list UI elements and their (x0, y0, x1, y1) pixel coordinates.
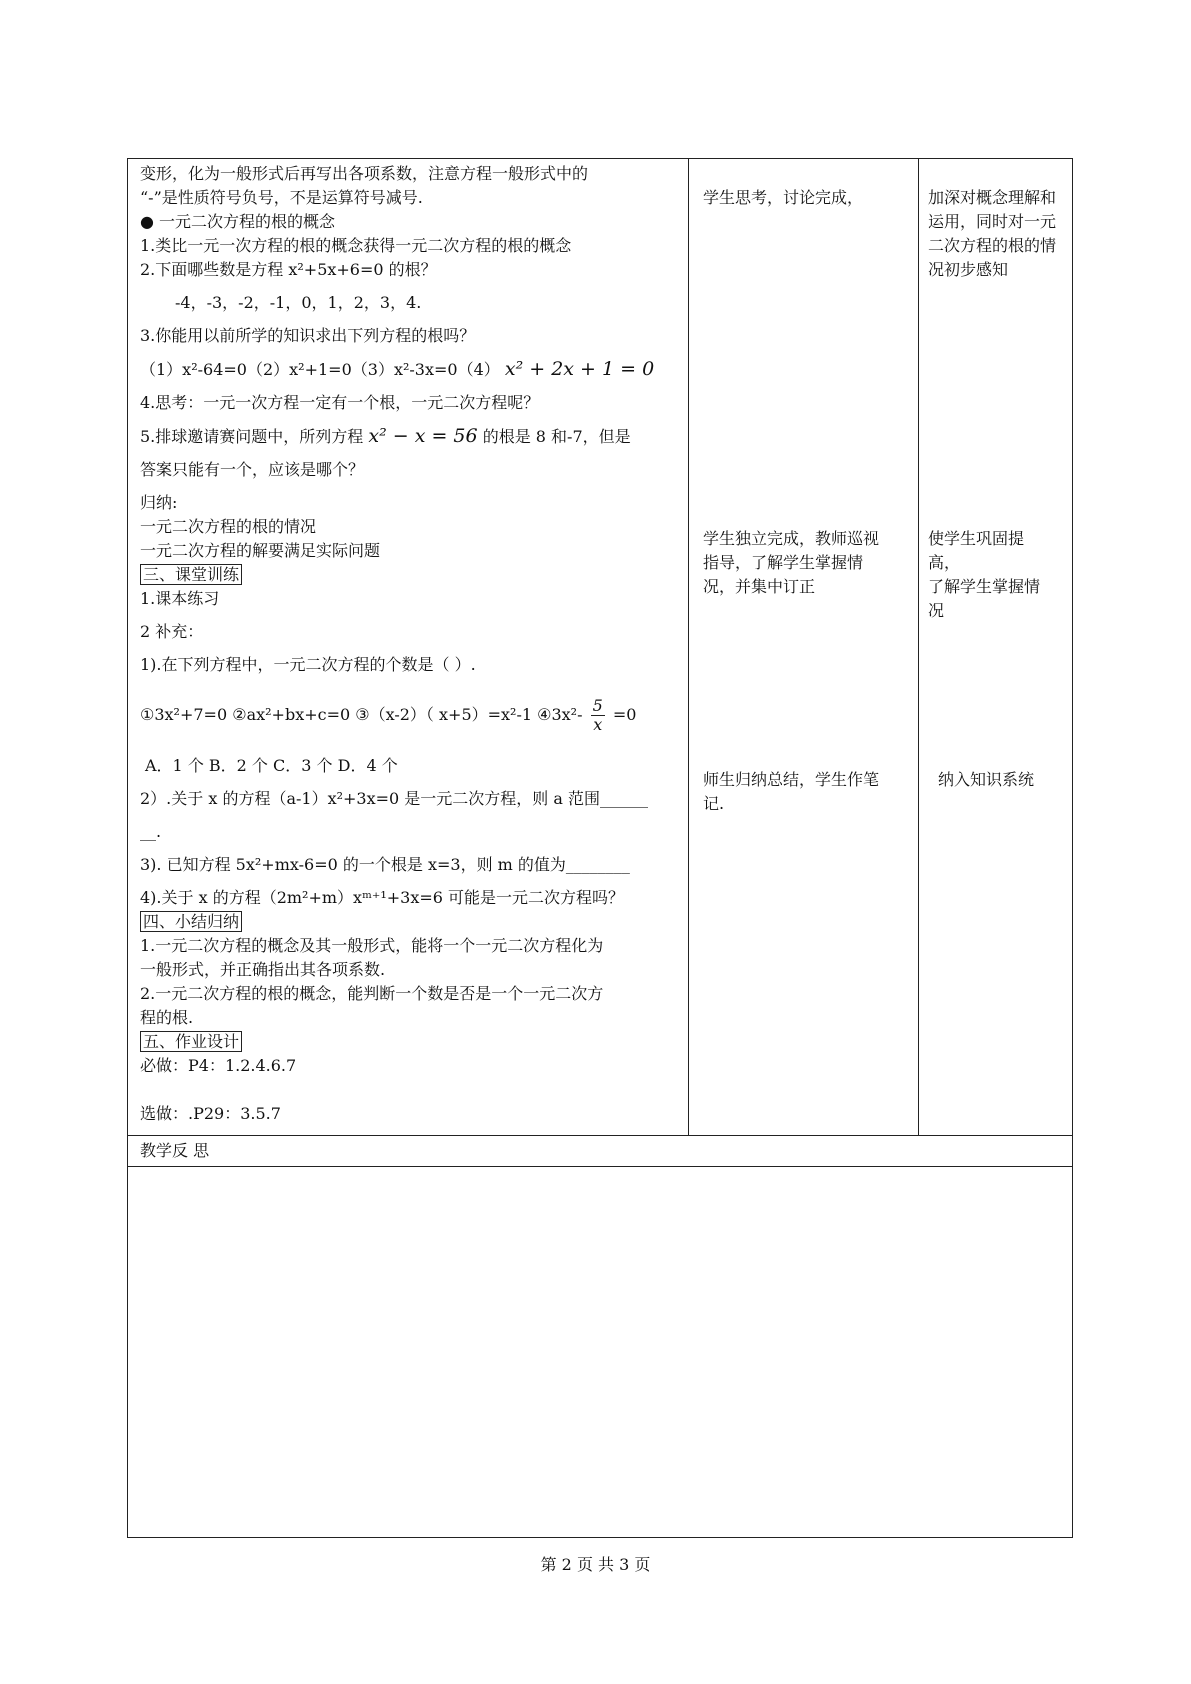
student-activity-column (703, 186, 863, 210)
section-heading-summary: 四、小结归纳 (140, 910, 654, 934)
equation-volleyball: x² − x = 56 (368, 425, 478, 447)
section-bullet-root-concept: ● 一元二次方程的根的概念 (140, 212, 336, 231)
intent-text: 运用，同时对一元 (928, 212, 1057, 231)
number-list: -4，-3，-2，-1，0，1，2，3，4. (175, 293, 422, 312)
question-2: 2）.关于 x 的方程（a-1）x²+3x=0 是一元二次方程，则 a 范围______ (140, 789, 649, 808)
content-line: 一般形式，并正确指出其各项系数. (140, 960, 386, 979)
question-1-options: ①3x²+7=0 ②ax²+bx+c=0 ③（x-2）（ x+5）=x²-1 ④3x²- $\frac{5}{x}$ =0 (140, 696, 637, 734)
content-line: 3.你能用以前所学的知识求出下列方程的根吗？ (140, 326, 476, 345)
content-line: 4.思考：一元一次方程一定有一个根，一元二次方程呢？ (140, 393, 540, 412)
question-2-blank: __. (140, 822, 162, 841)
equation-list: （1）x²-64=0（2）x²+1=0（3）x²-3x=0（4） x² + 2x + 1 = 0 (140, 358, 655, 380)
content-line: 1.课本练习 (140, 589, 220, 608)
page-number-footer: 第 2 页 共 3 页 (540, 1555, 651, 1574)
column-divider-2 (918, 158, 919, 1136)
activity-text: 况，并集中订正 (703, 577, 816, 596)
reflection-label: 教学反 思 (140, 1141, 210, 1160)
content-line: 2 补充： (140, 622, 204, 641)
section-heading-classroom-practice: 三、课堂训练 (140, 563, 654, 587)
design-intent-column (938, 768, 1034, 792)
content-line: 2.一元二次方程的根的概念，能判断一个数是否是一个一元二次方 (140, 984, 604, 1003)
summary-label: 归纳: (140, 493, 178, 512)
activity-text: 学生思考，讨论完成， (703, 188, 864, 207)
content-line: 一元二次方程的解要满足实际问题 (140, 541, 381, 560)
intent-text: 况初步感知 (928, 260, 1009, 279)
content-line: 5.排球邀请赛问题中，所列方程 x² − x = 56 的根是 8 和-7，但是 (140, 425, 631, 447)
multiple-choice-answers: A．1 个 B．2 个 C．3 个 D．4 个 (145, 756, 398, 775)
student-activity-column (703, 527, 879, 599)
content-line: 程的根. (140, 1008, 194, 1027)
question-1: 1).在下列方程中，一元二次方程的个数是（ ）. (140, 655, 476, 674)
intent-text: 二次方程的根的情 (928, 236, 1057, 255)
equation-4: x² + 2x + 1 = 0 (504, 358, 655, 380)
row-divider-1 (127, 1135, 1073, 1136)
fraction: $\frac{5}{x}$ (592, 696, 603, 734)
activity-text: 指导，了解学生掌握情 (703, 553, 864, 572)
content-line: “-”是性质符号负号，不是运算符号减号. (140, 188, 423, 207)
design-intent-column (928, 186, 1056, 282)
intent-text: 了解学生掌握情 (928, 577, 1041, 596)
intent-text: 高， (928, 553, 961, 572)
homework-optional: 选做：.P29：3.5.7 (140, 1104, 281, 1123)
homework-required: 必做：P4：1.2.4.6.7 (140, 1056, 297, 1075)
intent-text: 纳入知识系统 (938, 770, 1035, 789)
intent-text: 加深对概念理解和 (928, 188, 1057, 207)
column-divider-1 (688, 158, 689, 1136)
question-3: 3). 已知方程 5x²+mx-6=0 的一个根是 x=3，则 m 的值为________ (140, 855, 630, 874)
row-divider-2 (127, 1166, 1073, 1167)
activity-text: 学生独立完成，教师巡视 (703, 529, 880, 548)
content-line: 1.类比一元一次方程的根的概念获得一元二次方程的根的概念 (140, 236, 572, 255)
content-line: 答案只能有一个，应该是哪个？ (140, 460, 365, 479)
section-heading-homework: 五、作业设计 (140, 1030, 654, 1054)
question-4: 4).关于 x 的方程（2m²+m）xᵐ⁺¹+3x=6 可能是一元二次方程吗？ (140, 888, 625, 907)
activity-text: 记. (703, 794, 725, 813)
intent-text: 况 (928, 601, 945, 620)
teaching-content-column (140, 162, 654, 1126)
content-line: 2.下面哪些数是方程 x²+5x+6=0 的根？ (140, 260, 437, 279)
content-line: 变形，化为一般形式后再写出各项系数，注意方程一般形式中的 (140, 164, 589, 183)
intent-text: 使学生巩固提 (928, 529, 1025, 548)
activity-text: 师生归纳总结，学生作笔 (703, 770, 880, 789)
content-line: 1.一元二次方程的概念及其一般形式，能将一个一元二次方程化为 (140, 936, 604, 955)
design-intent-column (928, 527, 1040, 623)
content-line: 一元二次方程的根的情况 (140, 517, 317, 536)
student-activity-column (703, 768, 879, 816)
